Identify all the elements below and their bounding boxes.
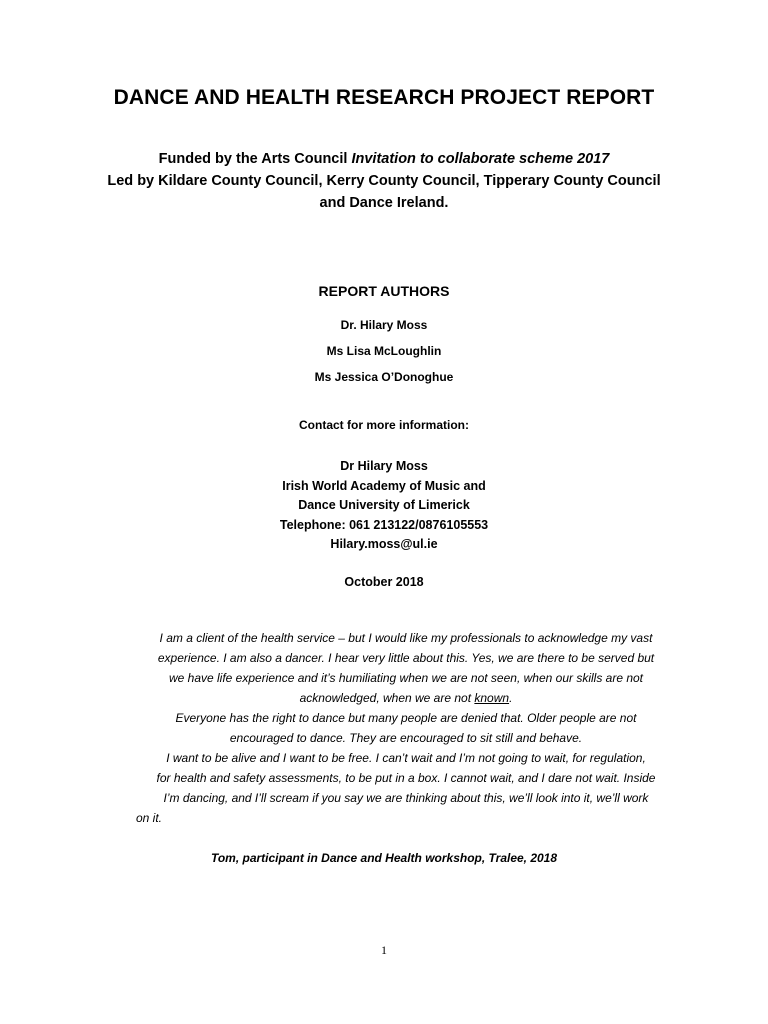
quote-text: . — [509, 691, 513, 705]
funded-line — [0, 148, 768, 170]
quote-line: I am a client of the health service – but I would like my professionals to acknowledge my vast — [159, 631, 653, 645]
funding-block — [0, 148, 768, 214]
quote-line: for health and safety assessments, to be put in a box. I cannot wait, and I dare not wait. Inside — [156, 771, 656, 785]
authors-heading: REPORT AUTHORS — [318, 283, 450, 299]
quote-line: on it. — [136, 811, 163, 825]
quote-line: Everyone has the right to dance but many people are denied that. Older people are not — [175, 711, 637, 725]
report-title: DANCE AND HEALTH RESEARCH PROJECT REPORT — [113, 86, 655, 109]
quote-line: I’m dancing, and I’ll scream if you say we are thinking about this, we’ll look into it, we’ll work — [163, 791, 649, 805]
quote-line: encouraged to dance. They are encouraged to sit still and behave. — [229, 731, 583, 745]
quote-attribution: Tom, participant in Dance and Health workshop, Tralee, 2018 — [210, 851, 558, 865]
participant-quote — [136, 628, 676, 828]
report-date: October 2018 — [344, 575, 424, 589]
contact-email: Hilary.moss@ul.ie — [330, 537, 438, 551]
contact-telephone: Telephone: 061 213122/0876105553 — [279, 517, 489, 532]
page-number: 1 — [381, 943, 387, 957]
funded-prefix: Funded by the Arts Council — [158, 151, 352, 167]
contact-org-line-2: Dance University of Limerick — [298, 498, 470, 512]
contact-heading: Contact for more information: — [299, 418, 469, 432]
quote-underlined-word: known — [474, 691, 510, 705]
author-list — [0, 312, 768, 390]
led-by-line-2: and Dance Ireland. — [319, 195, 449, 211]
quote-line: experience. I am also a dancer. I hear very little about this. Yes, we are there to be served but — [157, 651, 655, 665]
contact-org-line-1: Irish World Academy of Music and — [282, 478, 486, 493]
quote-line — [136, 688, 676, 708]
quote-line: I want to be alive and I want to be free. I can’t wait and I’m not going to wait, for regulation, — [166, 751, 646, 765]
contact-block — [0, 457, 768, 555]
author-name: Ms Lisa McLoughlin — [326, 344, 442, 358]
author-name: Ms Jessica O’Donoghue — [314, 370, 454, 384]
funded-scheme: Invitation to collaborate scheme 2017 — [351, 151, 610, 167]
contact-name: Dr Hilary Moss — [340, 459, 428, 473]
quote-text: acknowledged, when we are not — [299, 691, 475, 705]
quote-line: we have life experience and it’s humiliating when we are not seen, when our skills are not — [168, 671, 644, 685]
author-name: Dr. Hilary Moss — [340, 318, 428, 332]
led-by-line-1: Led by Kildare County Council, Kerry County Council, Tipperary County Council — [107, 173, 661, 189]
